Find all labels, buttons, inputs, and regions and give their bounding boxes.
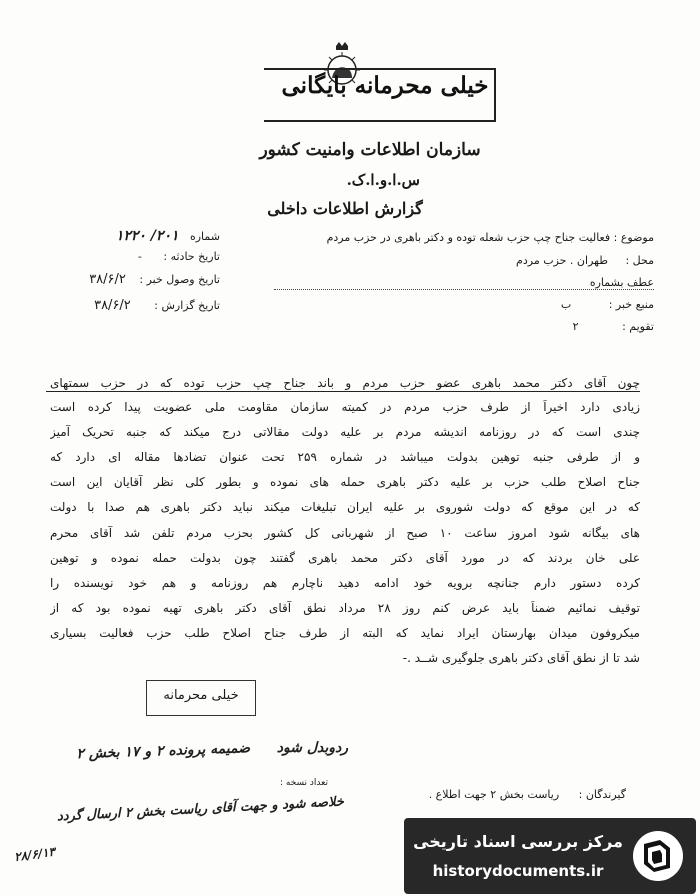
report-date-row (40, 298, 220, 313)
body-line-12: شد تا از نطق آقای دکتر باهری جلوگیری شــد .- (402, 651, 640, 665)
received-date-value: ۳۸/۶/۲ (89, 272, 126, 287)
body-line-7: های بیگانه شود امروز ساعت ۱۰ صبح از شهربانی کل کشور بحزب مردم تلفن شد آقای محرم (50, 526, 640, 540)
recipients-value: ریاست بخش ۲ جهت اطلاع . (428, 788, 560, 801)
evaluation-label: تقویم : (622, 320, 654, 333)
number-value: ۲۰۱/ ۱۲۲۰ (115, 228, 179, 244)
organization-code: س.ا.و.ا.ک. (346, 171, 420, 189)
received-date-row (40, 272, 220, 287)
handwritten-bottom-date: ۲۸/۶/۱۳ (13, 844, 56, 865)
body-line-11: میکروفون میدان بهارستان ایراد نماید که البته از طرف جناح اصلاح طلب حزب فعالیت بسیاری (50, 626, 640, 640)
number-label: شماره (189, 230, 220, 243)
ref-label: عطف بشماره (589, 276, 654, 289)
handwritten-signature-1: ردوبدل شود (276, 740, 348, 756)
received-date-label: تاریخ وصول خبر : (139, 273, 220, 286)
body-line-10: توقیف نمائیم ضمناً باید عرض کنم روز ۲۸ مرداد نطق آقای دکتر باهری تهیه نموده بود که از (50, 601, 640, 615)
watermark-url: historydocuments.ir (432, 862, 604, 880)
secret-stamp (146, 680, 256, 716)
place-label: محل : (625, 254, 654, 267)
recipients-label: گیرندگان : (578, 788, 626, 801)
organization-name: سازمان اطلاعات وامنیت کشور (259, 140, 481, 160)
evaluation-row (494, 320, 654, 333)
number-row (70, 228, 220, 244)
copies-label: تعداد نسخه : (279, 778, 328, 788)
handwritten-bottom-note: خلاصه شود و جهت آقای ریاست بخش ۲ ارسال گردد (56, 794, 345, 825)
place-row (354, 254, 654, 267)
body-line-3: چندی است که در روزنامه اندیشه مردم بر علیه دولت مقالاتی درج میکند که جنبه تحریک آمیز (50, 425, 640, 439)
recipients-row (330, 788, 626, 801)
report-date-label: تاریخ گزارش : (154, 299, 220, 312)
classification-stamp: خیلی محرمانه بایگانی (281, 72, 489, 99)
body-line-6: که در این موقع که دولت شوروی بر علیه ایران تبلیغات میکند نباید دکتر باهری هم صدا با دولت (50, 500, 640, 514)
historydocuments-logo-icon (630, 828, 686, 884)
subject-value: فعالیت جناح چپ حزب شعله توده و دکتر باهری در حزب مردم (326, 231, 611, 244)
body-line-9: کرده دستور دارم جنانچه برویه خود ادامه دهید ناچارم هم روزنامه و هم خود نویسنده را (50, 576, 640, 590)
evaluation-value: ۲ (572, 320, 579, 333)
source-row (494, 298, 654, 311)
body-line-1: چون آقای دکتر محمد باهری عضو حزب مردم و باند جناح چپ حزب توده که در حزب سمتهای (50, 376, 640, 390)
report-type: گزارش اطلاعات داخلی (267, 199, 423, 218)
incident-date-value: - (137, 250, 142, 263)
incident-date-row (70, 250, 220, 263)
body-line-4: و از طرفی جنبه توهین بدولت میباشد در شماره ۲۵۹ تحت عنوان تضادها مقاله ای دارد که (50, 450, 640, 464)
body-line-8: علی خان بردند که در مورد آقای دکتر محمد باهری گفتند چون بدولت حمله نموده و توهین (50, 551, 640, 565)
report-date-value: ۳۸/۶/۲ (94, 298, 131, 313)
source-label: منبع خبر : (608, 298, 654, 311)
place-value: طهران . حزب مردم (516, 254, 608, 267)
body-line-5: جناح اصلاح طلب حزب بر علیه دکتر باهری حمله های نموده و بطور کلی نظر آقایان این است (50, 475, 640, 489)
incident-date-label: تاریخ حادثه : (163, 250, 220, 263)
body-line-1-underline (46, 391, 640, 392)
ref-row (274, 276, 654, 290)
subject-label: موضوع : (613, 231, 654, 244)
subject-row (224, 231, 654, 244)
source-value: ب (560, 298, 572, 311)
handwritten-annotation-2: ضمیمه پرونده ۲ و ۱۷ بخش ۲ (76, 740, 251, 763)
watermark-title: مرکز بررسی اسناد تاریخی (413, 832, 623, 851)
secret-stamp-text: خیلی محرمانه (163, 688, 239, 703)
body-line-2: زیادی دارد اخیراً از طرف حزب مردم در کمیته سازمان مقاومت ملی عضویت پیدا کرده است (50, 400, 640, 414)
